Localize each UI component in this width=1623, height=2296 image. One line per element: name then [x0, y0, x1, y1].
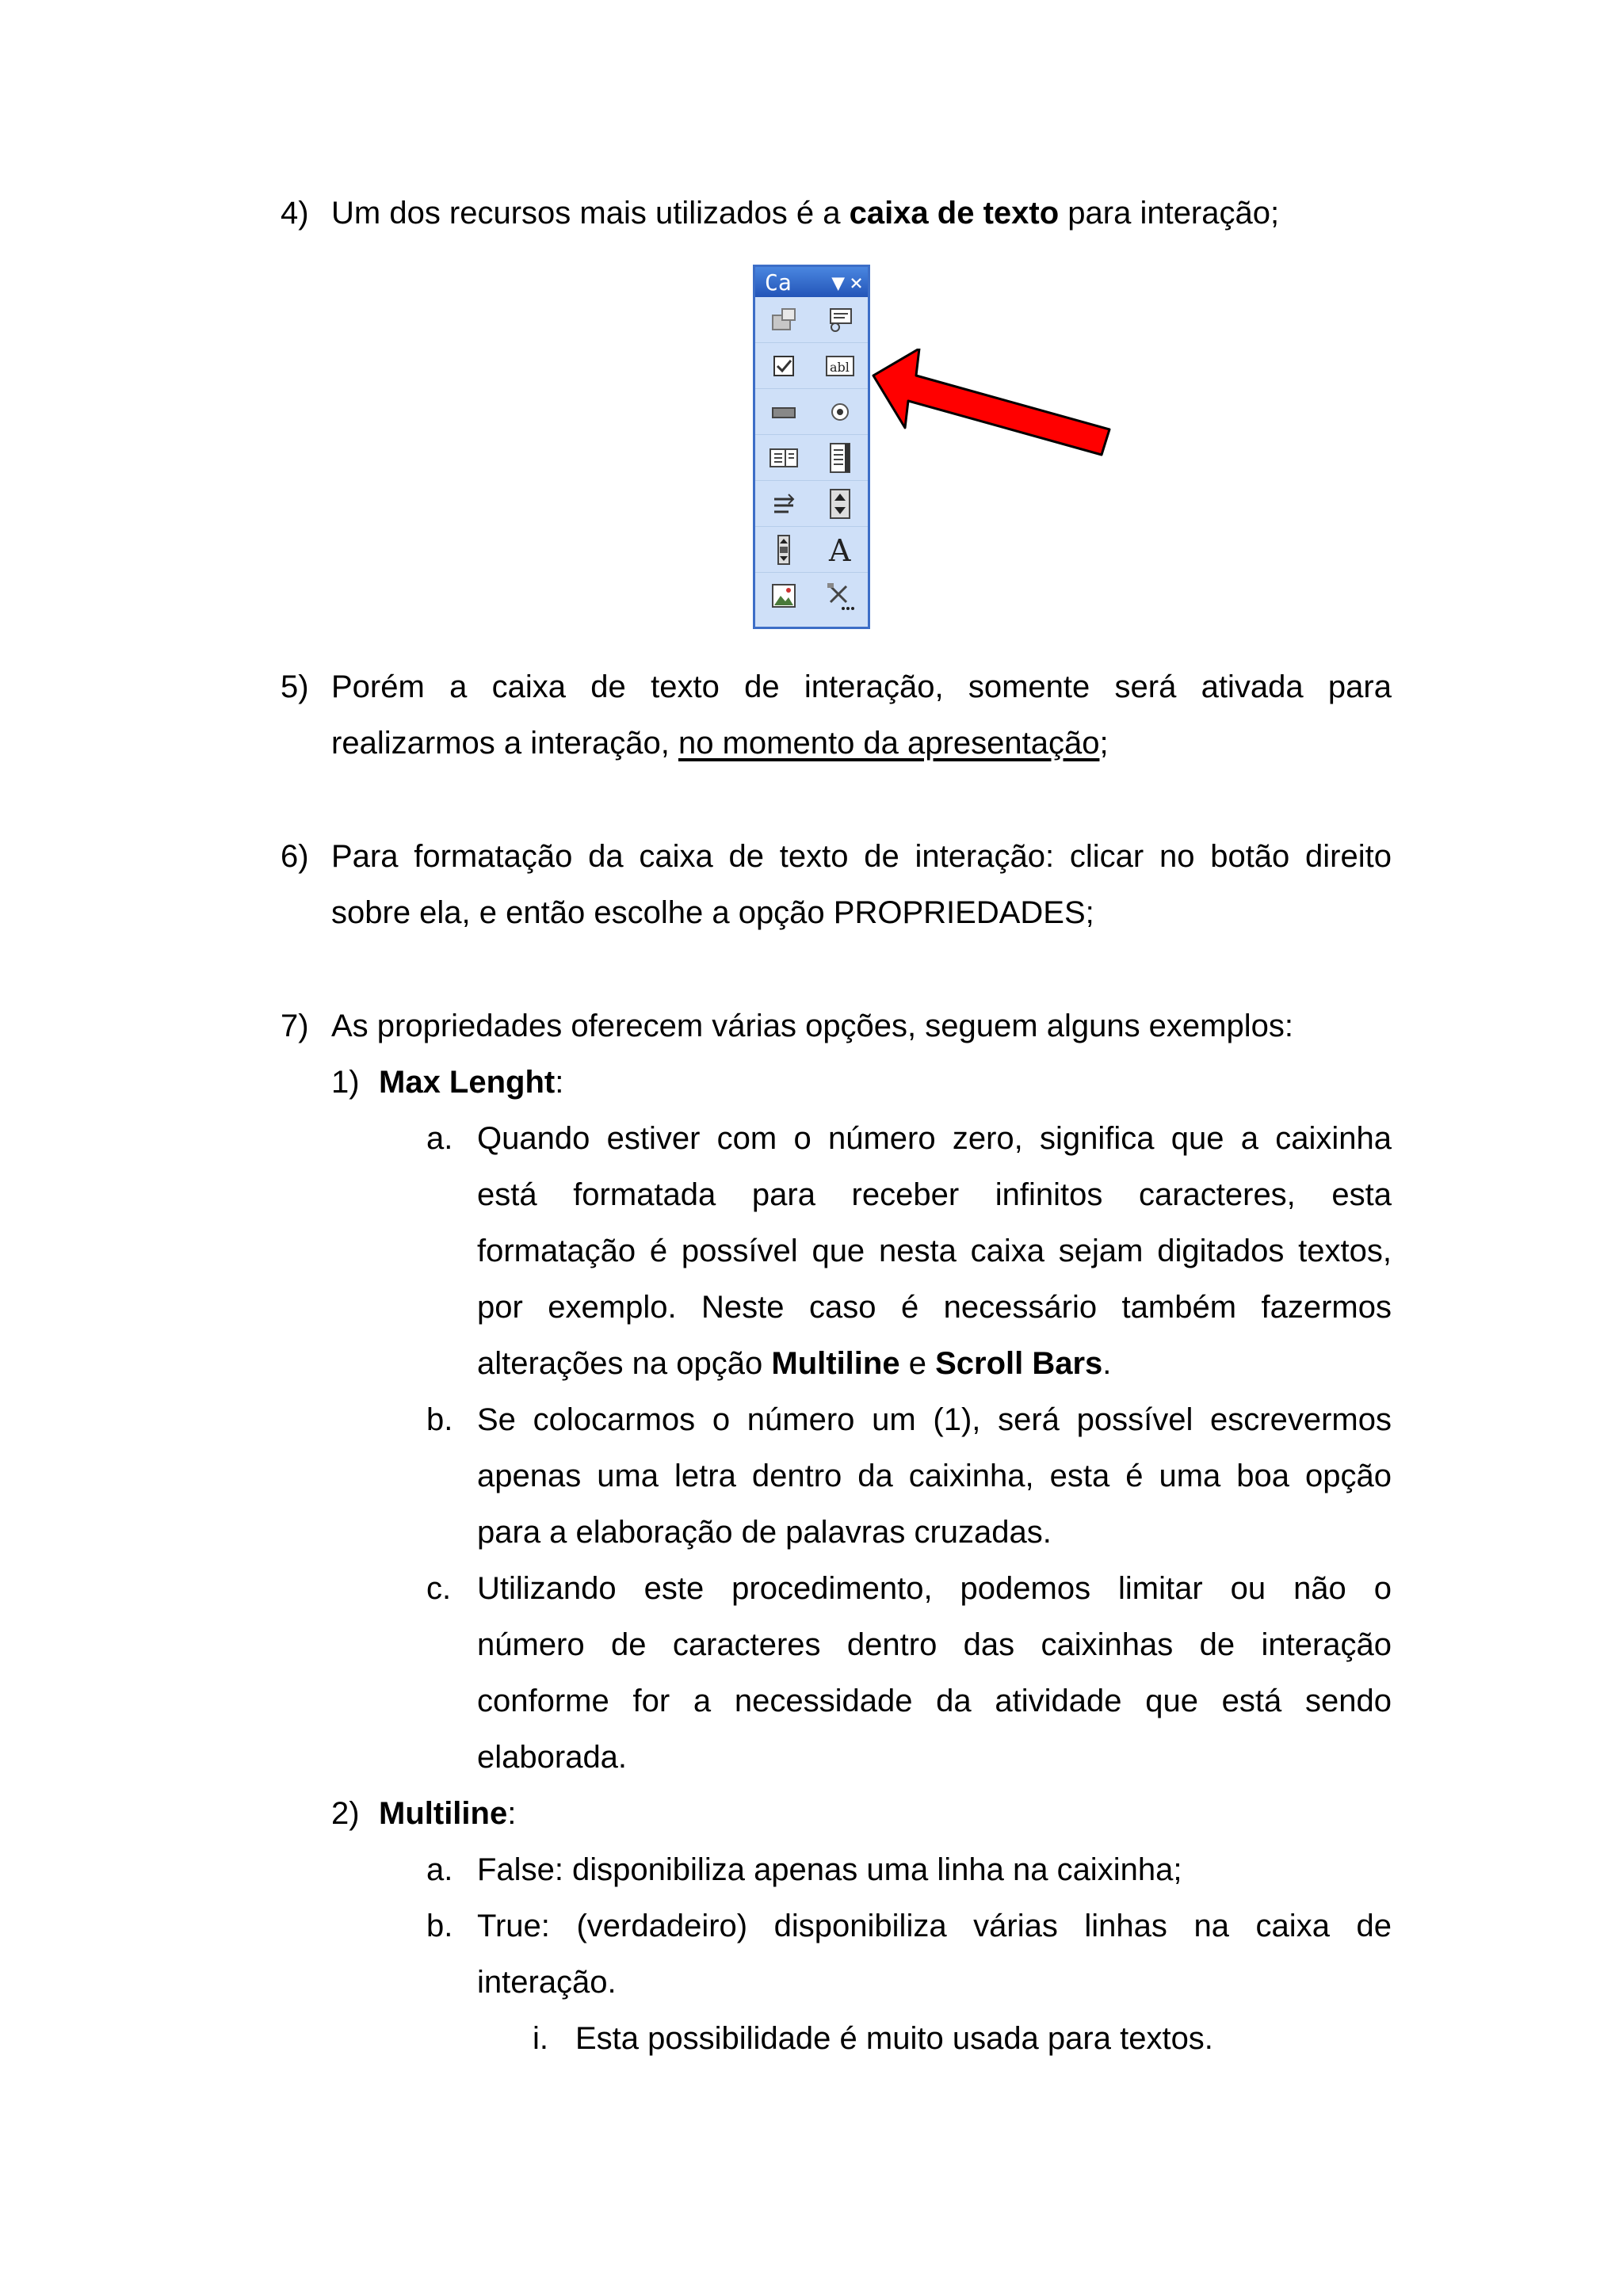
list-box-icon	[766, 441, 801, 475]
sub-2-a-number: a.	[426, 1852, 453, 1887]
item-6-number: 6)	[281, 839, 309, 874]
item-5-number: 5)	[281, 669, 309, 704]
dropdown-icon: ▼	[831, 269, 846, 296]
sub-1-b-number: b.	[426, 1402, 453, 1437]
sub-2-b-number: b.	[426, 1909, 453, 1943]
label-icon	[823, 532, 857, 567]
item-4-number: 4)	[281, 196, 309, 231]
sub-2-a-line-1: False: disponibiliza apenas uma linha na caixinha;	[477, 1852, 1182, 1887]
sub-1-a-line-5	[477, 1344, 1111, 1383]
close-icon: ×	[850, 269, 863, 296]
sub-1-number: 1)	[331, 1065, 360, 1100]
item-5-line-2-post: ;	[1099, 726, 1109, 761]
red-arrow-icon	[872, 349, 1117, 467]
item-5-underlined: no momento da apresentação	[678, 726, 1100, 761]
sub-1-a-line-2: está formatada para receber infinitos caracteres, esta	[477, 1177, 1392, 1212]
command-button-icon	[766, 395, 801, 429]
text-box-glyph: abl	[829, 359, 850, 375]
item-6-line-1: Para formatação da caixa de texto de interação: clicar no botão direito	[331, 839, 1392, 874]
sub-2-b-i-line-1: Esta possibilidade é muito usada para textos.	[575, 2021, 1213, 2056]
toolbox-titlebar	[755, 267, 868, 297]
view-code-icon	[823, 303, 857, 338]
scroll-bar-icon	[766, 532, 801, 567]
item-4-bold: caixa de texto	[849, 196, 1060, 231]
properties-icon	[766, 303, 801, 338]
more-controls-icon	[823, 578, 857, 613]
text-box-icon	[823, 349, 857, 383]
toolbox-row-4	[755, 435, 868, 481]
sub-2-b-i-number: i.	[533, 2021, 548, 2056]
toolbox-title: Ca	[765, 269, 792, 296]
sub-2-heading	[379, 1794, 516, 1833]
sub-2-b-line-2: interação.	[477, 1965, 617, 2000]
sub-1-c-number: c.	[426, 1571, 452, 1606]
image-icon	[766, 578, 801, 613]
item-6-line-2: sobre ela, e então escolhe a opção PROPRIEDADES;	[331, 895, 1094, 930]
sub-1-c-line-1: Utilizando este procedimento, podemos limitar ou não o	[477, 1571, 1392, 1606]
toolbox-row-3	[755, 389, 868, 435]
sub-1-a-l5-post: .	[1102, 1346, 1112, 1381]
toggle-button-icon	[766, 486, 801, 521]
sub-1-c-line-2: número de caracteres dentro das caixinhas de interação	[477, 1627, 1392, 1662]
sub-1-b-line-3: para a elaboração de palavras cruzadas.	[477, 1515, 1052, 1550]
toolbox-row-1	[755, 297, 868, 343]
sub-1-c-line-3: conforme for a necessidade da atividade que está sendo	[477, 1684, 1392, 1718]
sub-1-a-line-3: formatação é possível que nesta caixa sejam digitados textos,	[477, 1234, 1392, 1268]
option-button-icon	[823, 395, 857, 429]
sub-1-a-scroll-bars: Scroll Bars	[935, 1346, 1103, 1381]
toolbox-row-6	[755, 527, 868, 573]
item-7-intro: As propriedades oferecem várias opções, seguem alguns exemplos:	[331, 1009, 1293, 1043]
sub-1-a-l5-pre: alterações na opção	[477, 1346, 772, 1381]
sub-1-heading	[379, 1063, 563, 1101]
sub-2-title: Multiline	[379, 1796, 508, 1831]
sub-2-b-line-1: True: (verdadeiro) disponibiliza várias linhas na caixa de	[477, 1909, 1392, 1943]
sub-2-colon: :	[507, 1796, 517, 1831]
toolbox-row-7	[755, 573, 868, 618]
checkbox-icon	[766, 349, 801, 383]
item-5-line-2-pre: realizarmos a interação,	[331, 726, 678, 761]
item-5-line-2	[331, 724, 1109, 762]
sub-1-a-l5-mid: e	[899, 1346, 936, 1381]
sub-1-a-line-4: por exemplo. Neste caso é necessário também fazermos	[477, 1290, 1392, 1325]
sub-1-b-line-2: apenas uma letra dentro da caixinha, esta é uma boa opção	[477, 1459, 1392, 1493]
sub-1-c-line-4: elaborada.	[477, 1740, 628, 1775]
control-toolbox	[753, 265, 870, 629]
item-4-post: para interação;	[1059, 196, 1280, 231]
combo-box-icon	[823, 441, 857, 475]
item-4-pre: Um dos recursos mais utilizados é a	[331, 196, 850, 231]
sub-2-number: 2)	[331, 1796, 360, 1831]
sub-1-title: Max Lenght	[379, 1065, 556, 1100]
sub-1-a-line-1: Quando estiver com o número zero, significa que a caixinha	[477, 1121, 1392, 1156]
item-4-text	[331, 194, 1279, 232]
sub-1-a-multiline: Multiline	[771, 1346, 900, 1381]
toolbox-row-5	[755, 481, 868, 527]
item-5-line-1: Porém a caixa de texto de interação, somente será ativada para	[331, 669, 1392, 704]
item-7-number: 7)	[281, 1009, 309, 1043]
spin-button-icon	[823, 486, 857, 521]
sub-1-b-line-1: Se colocarmos o número um (1), será possível escrevermos	[477, 1402, 1392, 1437]
sub-1-colon: :	[555, 1065, 564, 1100]
sub-1-a-number: a.	[426, 1121, 453, 1156]
label-glyph: A	[828, 533, 850, 566]
toolbox-row-2	[755, 343, 868, 389]
